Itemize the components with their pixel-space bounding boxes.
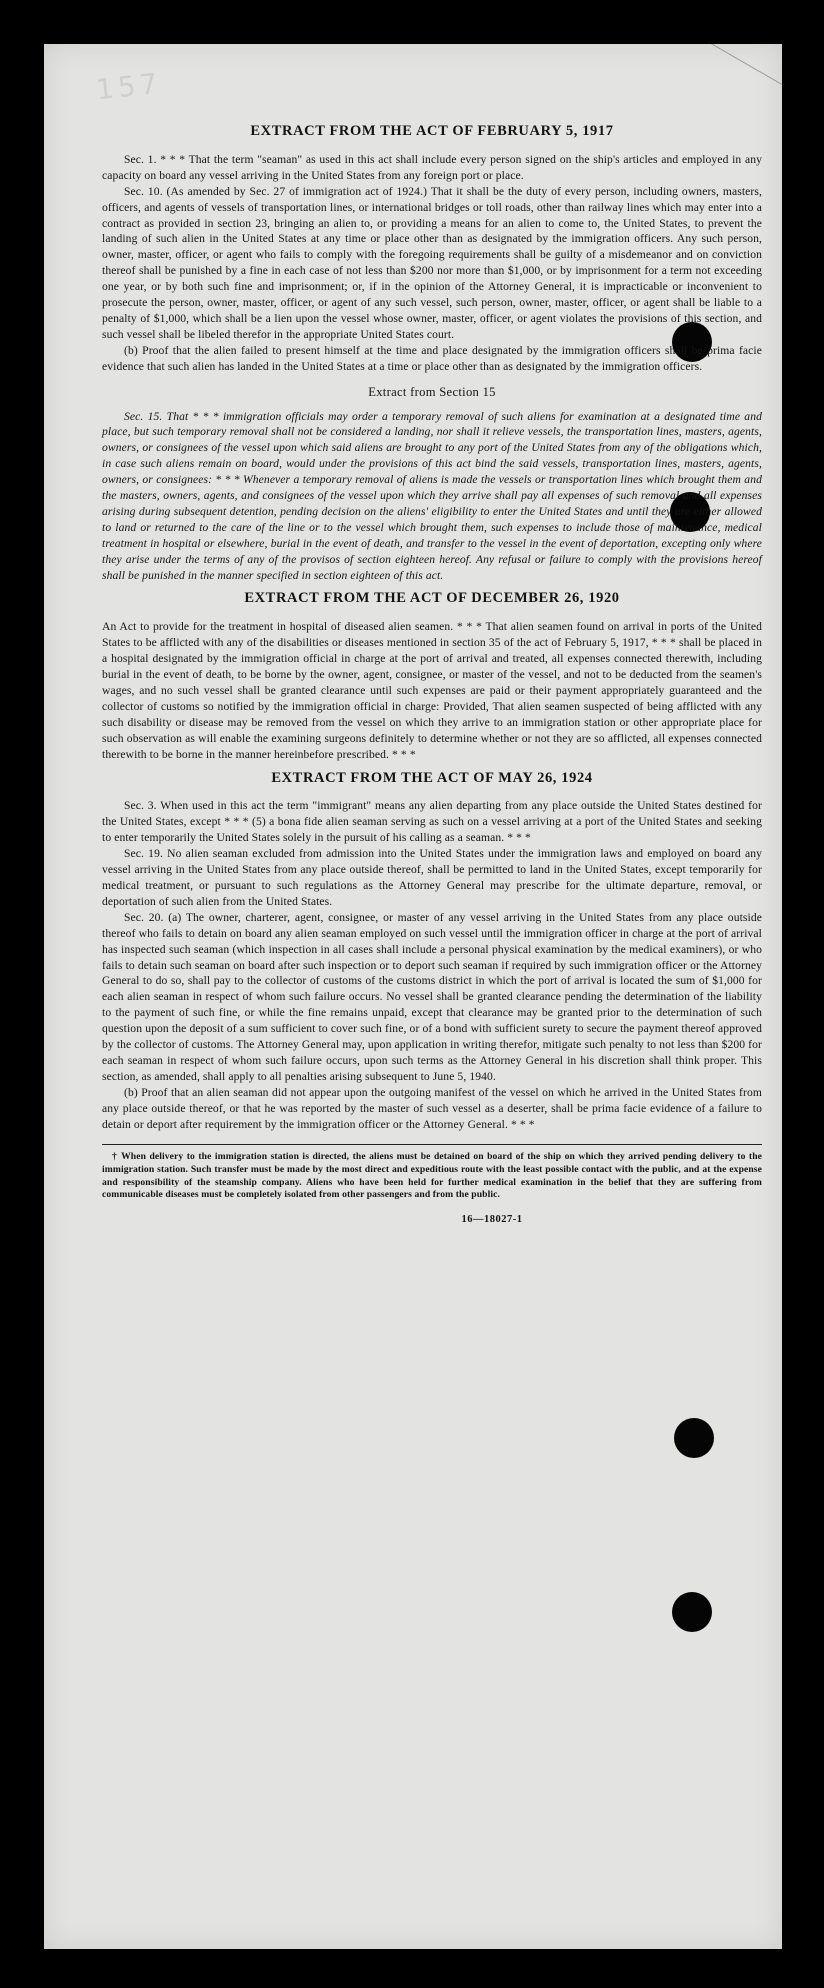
section-20b-text: (b) Proof that an alien seaman did not appear upon the outgoing manifest of the vessel on which he arrived in the United States from any place outside thereof, or that he was reported by the master of such vessel as a deserter, shall be prima facie evidence of a failure to detain or deport after requirement by the immigration officer or the Attorney General. * * *	[102, 1085, 762, 1131]
section-19-text: Sec. 19. No alien seaman excluded from admission into the United States under the immigration laws and employed on board any vessel arriving in the United States from any place outside thereof, shall be permitted to land in the United States, except temporarily for medical treatment, or pursuant to such regulations as the Attorney General may prescribe for the ultimate departure, removal, or deportation of such alien from the United States.	[102, 847, 762, 908]
punch-hole-4	[672, 1592, 712, 1632]
footnote-divider	[102, 1144, 762, 1145]
punch-hole-3	[674, 1418, 714, 1458]
heading-act-1920: EXTRACT FROM THE ACT OF DECEMBER 26, 1920	[244, 590, 620, 607]
heading-act-1924: EXTRACT FROM THE ACT OF MAY 26, 1924	[271, 769, 593, 786]
footnote: † When delivery to the immigration station is directed, the aliens must be detained on board of the ship on which they arrived pending delivery to the immigration station. Such transfer must be made by the most direct and expeditious route with the least possible contact with the public, and at the expense and responsibility of the steamship company. Aliens who have been held for further medical examination in the belief that they are suffering from communicable diseases must be completely isolated from other passengers and from the public.	[102, 1151, 762, 1201]
heading-act-1917: EXTRACT FROM THE ACT OF FEBRUARY 5, 1917	[250, 123, 614, 139]
section-15-text: Sec. 15. That * * * immigration officials may order a temporary removal of such aliens for examination at a designated time and place, but such temporary removal shall not be considered a landing, nor shall it relieve vessels, the transportation lines, masters, agents, owners, or consignees of the vessel upon which said aliens are brought to any port of the United States from any of the obligations which, in case such aliens remain on board, would under the provisions of this act bind the said vessels, transportation lines, masters, agents, owners, or consignees: * * * Whenever a temporary removal of aliens is made the vessels or transportation lines which brought them and the masters, owners, agents, and consignees of the vessel upon which they arrive shall pay all expenses of such removal and all expenses arising during subsequent detention, pending decision on the aliens' eligibility to enter the United States and until they are either allowed to land or returned to the care of the line or to the vessel which brought them, such expenses to include those of maintenance, medical treatment in hospital or elsewhere, burial in the event of death, and transfer to the vessel in the event of deportation, excepting only where they arise under the terms of any of the provisos of section eighteen hereof. Any refusal or failure to comply with the provisions hereof shall be punished in the manner specified in section eighteen of this act.	[102, 409, 762, 582]
paper-crease	[704, 44, 782, 85]
heading-section-15: Extract from Section 15	[368, 384, 496, 399]
section-10b-text: (b) Proof that the alien failed to present himself at the time and place designated by the immigration officers shall be prima facie evidence that such alien has landed in the United States at a time or place other than as designated by the immigration officers.	[102, 343, 762, 373]
section-10-text: Sec. 10. (As amended by Sec. 27 of immigration act of 1924.) That it shall be the duty of every person, including owners, masters, officers, and agents of vessels of transportation lines, or international bridges or toll roads, other than railway lines which may enter into a contract as provided in section 23, bringing an alien to, or providing a means for an alien to come to, the United States, to prevent the landing of such alien in the United States at any time or place other than as designated by the immigration officers. Any such person, owner, master, officer, or agent who fails to comply with the foregoing requirements shall be guilty of a misdemeanor and on conviction thereof shall be punished by a fine in each case of not less than $200 nor more than $1,000, or by imprisonment for a term not exceeding one year, or by both such fine and imprisonment; or, if in the opinion of the Attorney General, it is impracticable or inconvenient to prosecute the person, owner, master, officer, or agent of any such vessel, such person, owner, master, officer, or agent shall be liable to a penalty of $1,000, which shall be a lien upon the vessel whose owner, master, officer, or agent violates the provisions of this section, and such vessel shall be libeled therefor in the appropriate United States court.	[102, 184, 762, 341]
section-20a-text: Sec. 20. (a) The owner, charterer, agent, consignee, or master of any vessel arriving in the United States from any place outside thereof who fails to detain on board any alien seaman employed on such vessel until the immigration officer in charge at the port of arrival has inspected such seaman (which inspection in all cases shall include a personal physical examination by the medical examiners), or who fails to detain such seaman on board after such inspection or to deport such seaman if required by such immigration officer or the Attorney General to do so, shall pay to the collector of customs of the customs district in which the port of arrival is located the sum of $1,000 for each alien seaman in respect of whom such failure occurs. No vessel shall be granted clearance pending the determination of the liability to the payment of such fine, or while the fine remains unpaid, except that clearance may be granted prior to the determination of such question upon the deposit of a sum sufficient to cover such fine, or of a bond with sufficient surety to secure the payment thereof approved by the collector of customs. The Attorney General may, upon application in writing therefor, mitigate such penalty to not less than $200 for each seaman in respect of whom such failure occurs, upon such terms as the Attorney General in his discretion shall think proper. This section, as amended, shall apply to all penalties arising subsequent to June 5, 1940.	[102, 910, 762, 1083]
document-number: 16—18027-1	[461, 1213, 523, 1225]
section-3-text: Sec. 3. When used in this act the term "immigrant" means any alien departing from any place outside the United States destined for the United States, except * * * (5) a bona fide alien seaman serving as such on a vessel arriving at a port of the United States and seeking to enter temporarily the United States solely in the pursuit of his calling as a seaman. * * *	[102, 799, 762, 845]
section-1-text: Sec. 1. * * * That the term "seaman" as used in this act shall include every person signed on the ship's articles and employed in any capacity on board any vessel arriving in the United States from any foreign port or place.	[102, 152, 762, 182]
document-body	[102, 116, 762, 1228]
act-1920-text: An Act to provide for the treatment in hospital of diseased alien seamen. * * * That alien seamen found on arrival in ports of the United States to be afflicted with any of the disabilities or diseases mentioned in section 35 of the act of February 5, 1917, * * * shall be placed in a hospital designated by the immigration official in charge at the port of arrival and treated, all expenses connected therewith, including burial in the event of death, to be borne by the owner, agent, consignee, or master of the vessel, and not to be deducted from the seamen's wages, and no such vessel shall be granted clearance until such expenses are paid or their payment appropriately guaranteed and the collector of customs so notified by the immigration official in charge: Provided, That alien seamen suspected of being afflicted with any such disability or disease may be removed from the vessel on which they arrive to an immigration station or other appropriate place for such observation as will enable the examining surgeons definitely to determine whether or not they are so afflicted, all expenses connected therewith to be borne in the manner hereinbefore prescribed. * * *	[102, 620, 762, 761]
document-page	[44, 44, 782, 1949]
corner-mark: 157	[94, 66, 163, 107]
